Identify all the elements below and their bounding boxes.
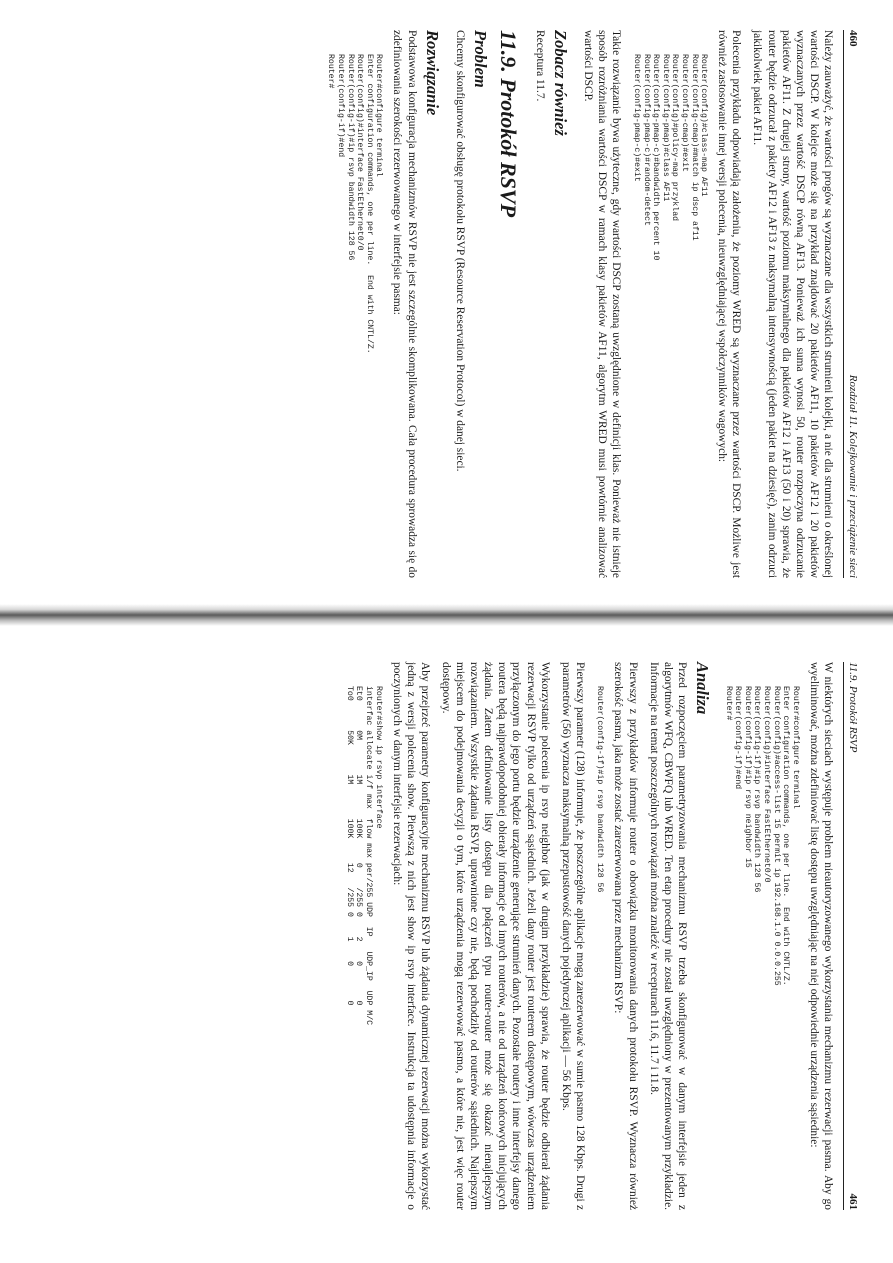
- paragraph: W niektórych sieciach występuje problem nieautoryzowanego wykorzystania mechanizmu rezerwacji pasma. Aby go wyeliminować, można zdefiniować listę dostępu uwzględniając na niej odpowiednie urządzenia sąsiednie:: [807, 662, 834, 1210]
- code-line: Router(config-pmap-c)#exit: [632, 54, 641, 182]
- code-line: Router#: [326, 54, 336, 89]
- code-line: Et0 0M 1M 100K 0 /255 0 2 0 0: [354, 686, 364, 1006]
- code-line: Router(config-if)#ip rsvp bandwidth 128 56: [595, 686, 605, 893]
- code-line: interfac allocate i/f max flow max per/255 UDP IP UDP_IP UDP M/C: [364, 686, 373, 1026]
- code-line: Router(config)#access-list 15 permit ip 192.168.1.0 0.0.0.255: [771, 686, 781, 986]
- code-line: Router#configure terminal: [790, 686, 800, 809]
- code-line: Router#show ip rsvp interface: [373, 686, 383, 829]
- code-line: Router(config)#policy-map przyklad: [670, 54, 680, 222]
- section-heading: Zobacz również: [551, 30, 571, 136]
- paragraph: Wykorzystanie polecenia ip rsvp neighbor (jak w drugim przykładzie) sprawia, że router będzie odbierał żądania rezerwacji RSVP tylko od urządzeń sąsiednich. Jeżeli dany router jest routerem dostępowym, wówczas urządzeniem przyłączonym do jego portu będzie urządzenie generujące strumień danych. Pozostałe routery i inne interfejsy danego routera będą najprawdopodobniej obierały informacje od innych routerów, a nie od urządzeń końcowych inicjujących żądania. Zatem definiowanie listy dostępu dla połączeń typu router-router może się okazać nienajlepszym rozwiązaniem. Wszystkie żądania RSVP, uprawnione czy nie, będą pochodziły od routerów sąsiednich. Najlepszym miejscem do podejmowania decyzji o tym, które urządzenia mogą rezerwować pasmo, a które nie, jest więc router dostępowy.: [439, 662, 551, 1210]
- paragraph: Pierwszy parametr (128) informuje, że poszczególne aplikacje mogą zarezerwować w sumie pasmo 128 Kbps. Drugi z parametrów (56) wyznacza maksymalną przepustowość danych pojedynczej aplikacji — 56 Kbps.: [559, 662, 586, 1210]
- section-heading: Analiza: [692, 662, 712, 715]
- code-line: Router(config)#class-map AF11: [699, 54, 709, 197]
- code-line: Router(config-cmap)#match ip dscp af11: [689, 54, 699, 241]
- page-number: 461: [847, 1193, 859, 1210]
- code-listing: [344, 686, 382, 1210]
- book-spine-shadow: [0, 604, 893, 626]
- paragraph: Pierwszy z przykładów informuje router o obowiązku monitorowania danych protokołu RSVP. Wyznacza również szerokość pasma, jaka może zostać zarezerwowana przez mechanizm RSVP:: [612, 662, 639, 1210]
- code-line: Router(config-pmap-c)#random-detect: [641, 54, 651, 226]
- section-heading: Problem: [470, 30, 490, 88]
- code-line: Router(config-if)#ip rsvp neighbor 15: [742, 686, 752, 868]
- code-line: To0 50K 1M 100K 12 /255 0 1 0 0: [344, 686, 354, 1006]
- code-line: Router(config-if)#ip rsvp bandwidth 128 56: [345, 54, 355, 261]
- running-header: [843, 662, 860, 1210]
- paragraph: Podstawowa konfiguracja mechanizmów RSVP nie jest szczególnie skomplikowana. Cała procedura sprowadza się do zdefiniowania szerokości rezerwowanego w interfejsie pasma:: [391, 30, 418, 578]
- paragraph: Takie rozwiązanie bywa użyteczne, gdy wartości DSCP zostaną uwzględnione w definicji klas. Ponieważ nie istnieje sposób rozróżniania wartości DSCP w ramach klasy pakietów AF11, algorytm WRED musi powtórnie analizować wartości DSCP.: [582, 30, 623, 578]
- section-title: 11.9. Protokół RSVP: [847, 662, 859, 753]
- page-461: [18, 662, 860, 1210]
- code-listing: [631, 54, 708, 578]
- code-line: Router(config-cmap)#exit: [679, 54, 689, 172]
- recipe-title: 11.9. Protokół RSVP: [495, 30, 521, 218]
- code-listing: [595, 686, 605, 1210]
- page-number: 460: [847, 30, 859, 47]
- code-line: Enter configuration commands, one per line. End with CNTL/Z.: [364, 54, 374, 354]
- code-line: Router(config-if)#end: [336, 54, 345, 158]
- code-line: Router#configure terminal: [374, 54, 384, 177]
- code-line: Router(config-if)#ip rsvp bandwidth 128 56: [752, 686, 762, 893]
- paragraph: Receptura 11.7.: [534, 30, 547, 102]
- code-line: Router(config-if)#end: [733, 686, 743, 790]
- code-line: Router(config-pmap-c)#bandwidth percent 10: [651, 54, 661, 261]
- chapter-title: Rozdział 11. Kolejkowanie i przeciążenie sieci: [847, 374, 859, 578]
- paragraph: Należy zauważyć, że wartości progów są wyznaczane dla wszystkich strumieni kolejki, a nie dla strumieni o określonej wartości DSCP. W kolejce może się na przykład znajdować 20 pakietów AF11, 10 pakietów AF12 i 20 pakietów wyznaczanych przez wartość DSCP równą AF13. Ponieważ ich suma wynosi 50, router rozpoczyna odrzucanie pakietów AF11. Z drugiej strony, wartość poziomu maksymalnego dla pakietów AF12 i AF13 (50 i 20) sprawia, że router będzie odrzucał z pakiety AF12 i AF13 z maksymalną intensywnością (jeden pakiet na dziesięć), zanim odrzuci jakikolwiek pakiet AF11.: [751, 30, 834, 578]
- code-line: Router(config)#interface FastEthernet0/0: [761, 686, 771, 883]
- paragraph: Aby przejrzeć parametry konfiguracyjne mechanizmu RSVP lub żądania dynamicznej rezerwacji można wykorzystać jedną z wersji polecenia show. Pierwszą z nich jest show ip rsvp interface. Instrukcja ta udostępnia informacje o poczynionych w danym interfejsie rezerwacjach:: [390, 662, 431, 1210]
- code-line: Router(config-pmap)#class AF11: [660, 54, 670, 202]
- code-line: Router(config)#interface FastEthernet0/0: [355, 54, 365, 251]
- code-listing: [326, 54, 384, 578]
- paragraph: Chcemy skonfigurować obsługę protokołu RSVP (Resource Reservation Protocol) w danej sieci.: [453, 30, 466, 472]
- page-460: [18, 30, 860, 578]
- code-line: Router#: [723, 686, 733, 721]
- running-header: [843, 30, 860, 578]
- paragraph: Przed rozpoczęciem parametryzowania mechanizmu RSVP trzeba skonfigurować w danym interfejsie jeden z algorytmów WFQ, CBWFQ lub WRED. Ten etap procedury nie został uwzględniony w prezentowanym przykładzie. Informacje na temat poszczególnych rozwiązań można znaleźć w recepturach 11.6, 11.7 i 11.8.: [647, 662, 688, 1210]
- code-line: Enter configuration commands, one per line. End with CNTL/Z.: [781, 686, 791, 986]
- code-listing: [723, 686, 800, 1210]
- paragraph: Polecenia przykładu odpowiadają założeniu, że poziomy WRED są wyznaczane przez wartości DSCP. Możliwe jest również zastosowanie innej wersji polecenia, nieuwzględniającej współczynników wagowych:: [716, 30, 743, 578]
- section-heading: Rozwiązanie: [422, 30, 442, 116]
